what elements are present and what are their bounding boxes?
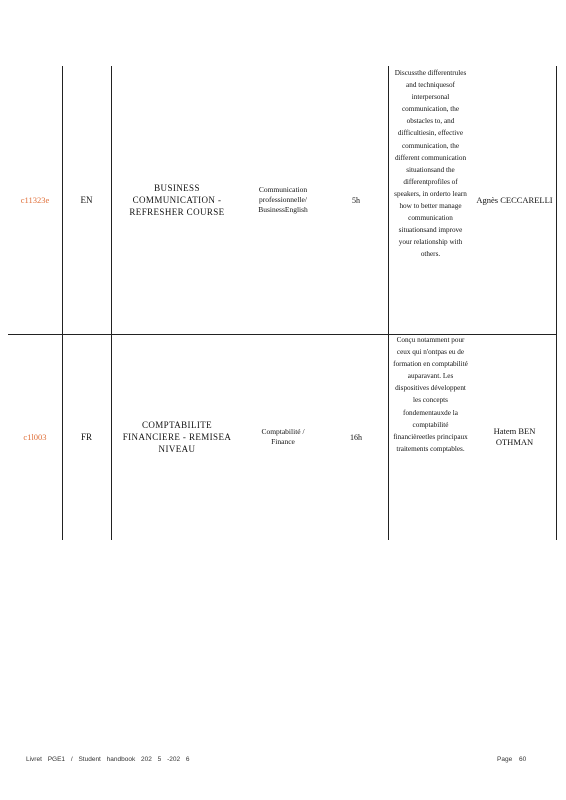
- course-hours: 5h: [352, 195, 360, 205]
- course-table: [8, 66, 557, 540]
- footer-handbook-label: Livret PGE1 / Student handbook 202 5 -202 6: [26, 756, 190, 763]
- course-hours: 16h: [350, 432, 362, 442]
- table-row: [8, 66, 557, 335]
- course-teacher: Agnès CECCARELLI: [476, 194, 553, 205]
- course-title: COMPTABILITE FINANCIERE - REMISEA NIVEAU: [122, 420, 232, 454]
- course-code: c11323e: [20, 195, 50, 205]
- footer-page-number: Page 60: [497, 756, 527, 763]
- column-divider: [556, 66, 557, 540]
- course-department: Comptabilité / Finance: [261, 427, 305, 446]
- column-divider: [388, 66, 389, 540]
- course-teacher: Hatem BEN OTHMAN: [493, 426, 536, 447]
- course-department: Communication professionnelle/ BusinessEnglish: [258, 185, 308, 214]
- course-description: Conçu notamment pour ceux qui n'ontpas eu de formation en comptabilité auparavant. Les dispositives développent les concepts fondementauxde la comptabilité financièreetles principaux traitements comptables.: [393, 336, 468, 453]
- course-code: c1l003: [23, 432, 47, 442]
- course-title: BUSINESS COMMUNICATION - REFRESHER COURSE: [129, 183, 225, 217]
- table-row: [8, 334, 557, 540]
- column-divider: [111, 66, 112, 540]
- course-description: Discussthe differentrules and techniquesof interpersonal communication, the obstacles to, and difficultiesin, effective communication, the different communication situationsand the differentprofiles of speakers, in orderto learn how to better manage communication situationsand improve your relationship with others.: [394, 69, 467, 259]
- course-language: FR: [80, 432, 92, 442]
- course-language: EN: [80, 195, 93, 205]
- column-divider: [62, 66, 63, 540]
